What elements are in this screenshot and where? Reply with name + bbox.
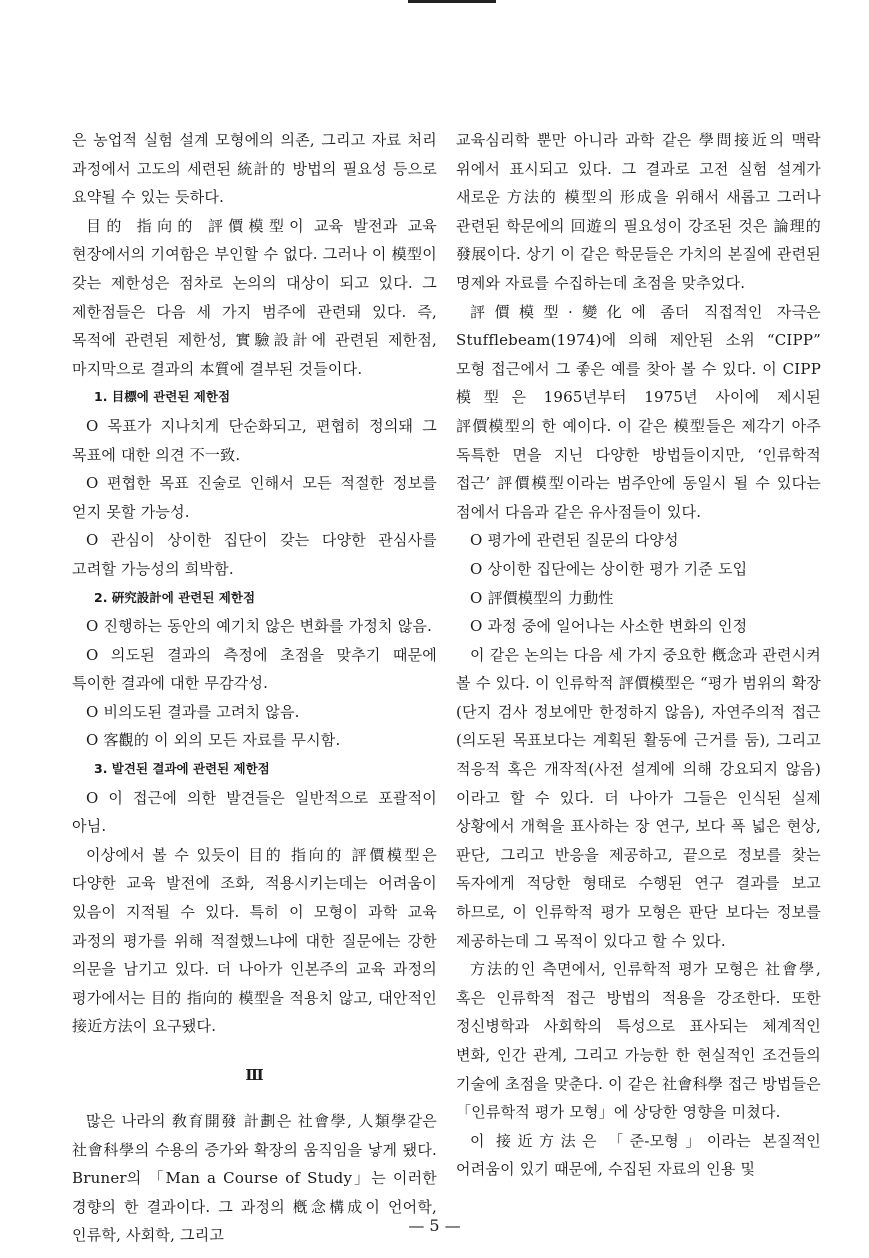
section-subheading: 2. 硏究設計에 관련된 제한점 bbox=[94, 589, 256, 605]
section-subheading: 3. 발견된 결과에 관련된 제한점 bbox=[94, 761, 270, 777]
paragraph: O 진행하는 동안의 예기치 않은 변화를 가정치 않음. bbox=[86, 617, 433, 636]
paragraph: O 이 접근에 의한 발견들은 일반적으로 포괄적이 아님. bbox=[72, 788, 437, 836]
left-column bbox=[72, 126, 437, 1250]
paragraph: O 편협한 목표 진술로 인해서 모든 적절한 정보를 얻지 못할 가능성. bbox=[72, 474, 437, 521]
paragraph: O 상이한 집단에는 상이한 평가 기준 도입 bbox=[470, 559, 748, 578]
paragraph: 이 接近方法은 「준-모형」이라는 본질적인 어려움이 있기 때문에, 수집된 자료의 인용 및 bbox=[456, 1131, 821, 1179]
paragraph: O 의도된 결과의 측정에 초점을 맞추기 때문에 특이한 결과에 대한 무감각성. bbox=[72, 645, 437, 693]
section-subheading: 1. 目標에 관련된 제한점 bbox=[94, 389, 231, 405]
section-numeral: Ⅲ bbox=[245, 1066, 264, 1084]
paragraph: 이 같은 논의는 다음 세 가지 중요한 槪念과 관련시켜 볼 수 있다. 이 인류학적 評價模型은 “평가 범위의 확장(단지 검사 정보에만 한정하지 않음), 자연주의적 접근(의도된 목표보다는 계획된 활동에 근거를 둠), 그리고 적응적 혹은 개작적(사전 설계에 의해 강요되지 않음)이라고 할 수 있다. 더 나아가 그들은 인식된 실제 상황에서 개혁을 표사하는 장 연구, 보다 폭 넓은 현상, 판단, 그리고 반응을 제공하고, 끝으로 정보를 찾는 독자에게 적당한 형태로 수행된 연구 결과를 보고 하므로, 이 인류학적 평가 모형은 판단 보다는 정보를 제공하는데 그 목적이 있다고 할 수 있다. bbox=[456, 645, 821, 950]
paragraph: 많은 나라의 敎育開發 計劃은 社會學, 人類學같은 社會科學의 수용의 증가와 확장의 움직임을 낳게 됐다. Bruner의 「Man a Course of Study」는 이러한 경향의 한 결과이다. 그 과정의 槪念構成이 언어학, 인류학, 사회학, 그리고 bbox=[72, 1112, 437, 1245]
right-column bbox=[456, 126, 821, 1184]
top-rule bbox=[408, 0, 496, 3]
paragraph: 目的 指向的 評價模型이 교육 발전과 교육 현장에서의 기여함은 부인할 수 없다. 그러나 이 模型이 갖는 제한성은 점차로 논의의 대상이 되고 있다. 그 제한점들은 다음 세 가지 범주에 관련돼 있다. 즉, 목적에 관련된 제한성, 實驗設計에 관련된 제한점, 마지막으로 결과의 本質에 결부된 것들이다. bbox=[72, 216, 437, 378]
paragraph: O 목표가 지나치게 단순화되고, 편협히 정의돼 그 목표에 대한 의견 不一致. bbox=[72, 416, 437, 464]
paragraph: O 과정 중에 일어나는 사소한 변화의 인정 bbox=[470, 617, 748, 636]
paragraph: O 관심이 상이한 집단이 갖는 다양한 관심사를 고려할 가능성의 희박함. bbox=[72, 531, 437, 578]
paragraph: O 客觀的 이 외의 모든 자료를 무시함. bbox=[86, 731, 341, 750]
paragraph: 方法的인 측면에서, 인류학적 평가 모형은 社會學, 혹은 인류학적 접근 방법의 적용을 강조한다. 또한 정신병학과 사회학의 특성으로 표사되는 체계적인 변화, 인간 관계, 그리고 가능한 한 현실적인 조건들의 기술에 초점을 맞춘다. 이 같은 社會科學 접근 방법들은 「인류학적 평가 모형」에 상당한 영향을 미쳤다. bbox=[456, 960, 821, 1122]
paragraph: 이상에서 볼 수 있듯이 目的 指向的 評價模型은 다양한 교육 발전에 조화, 적용시키는데는 어려움이 있음이 지적될 수 있다. 특히 이 모형이 과학 교육 과정의 평가를 위해 적절했느냐에 대한 질문에는 강한 의문을 남기고 있다. 더 나아가 인본주의 교육 과정의 평가에서는 目的 指向的 模型을 적용치 않고, 대안적인 接近方法이 요구됐다. bbox=[72, 845, 437, 1036]
paragraph: 은 농업적 실험 설계 모형에의 의존, 그리고 자료 처리 과정에서 고도의 세련된 統計的 방법의 필요성 등으로 요약될 수 있는 듯하다. bbox=[72, 131, 437, 207]
paragraph: O 비의도된 결과를 고려치 않음. bbox=[86, 702, 300, 721]
paragraph: O 評價模型의 力動性 bbox=[470, 588, 614, 607]
paragraph: O 평가에 관련된 질문의 다양성 bbox=[470, 531, 679, 550]
page-number: — 5 — bbox=[408, 1216, 461, 1235]
paragraph: 評價模型·變化에 좀더 직접적인 자극은 Stufflebeam(1974)에 의해 제안된 소위 “CIPP” 모형 접근에서 그 좋은 예를 찾아 볼 수 있다. 이 CIPP 模型은 1965년부터 1975년 사이에 제시된 評價模型의 한 예이다. 이 같은 模型들은 제각기 아주 독특한 면을 지닌 다양한 방법들이지만, ‘인류학적 접근’ 評價模型이라는 범주안에 동일시 될 수 있다는 점에서 다음과 같은 유사점들이 있다. bbox=[456, 302, 821, 521]
paragraph: 교육심리학 뿐만 아니라 과학 같은 學問接近의 맥락 위에서 표시되고 있다. 그 결과로 고전 실험 설계가 새로운 方法的 模型의 形成을 위해서 새롭고 그러나 관련된 학문에의 回遊의 필요성이 강조된 것은 論理的 發展이다. 상기 이 같은 학문들은 가치의 본질에 관련된 명제와 자료를 수집하는데 초점을 맞추었다. bbox=[456, 131, 821, 292]
